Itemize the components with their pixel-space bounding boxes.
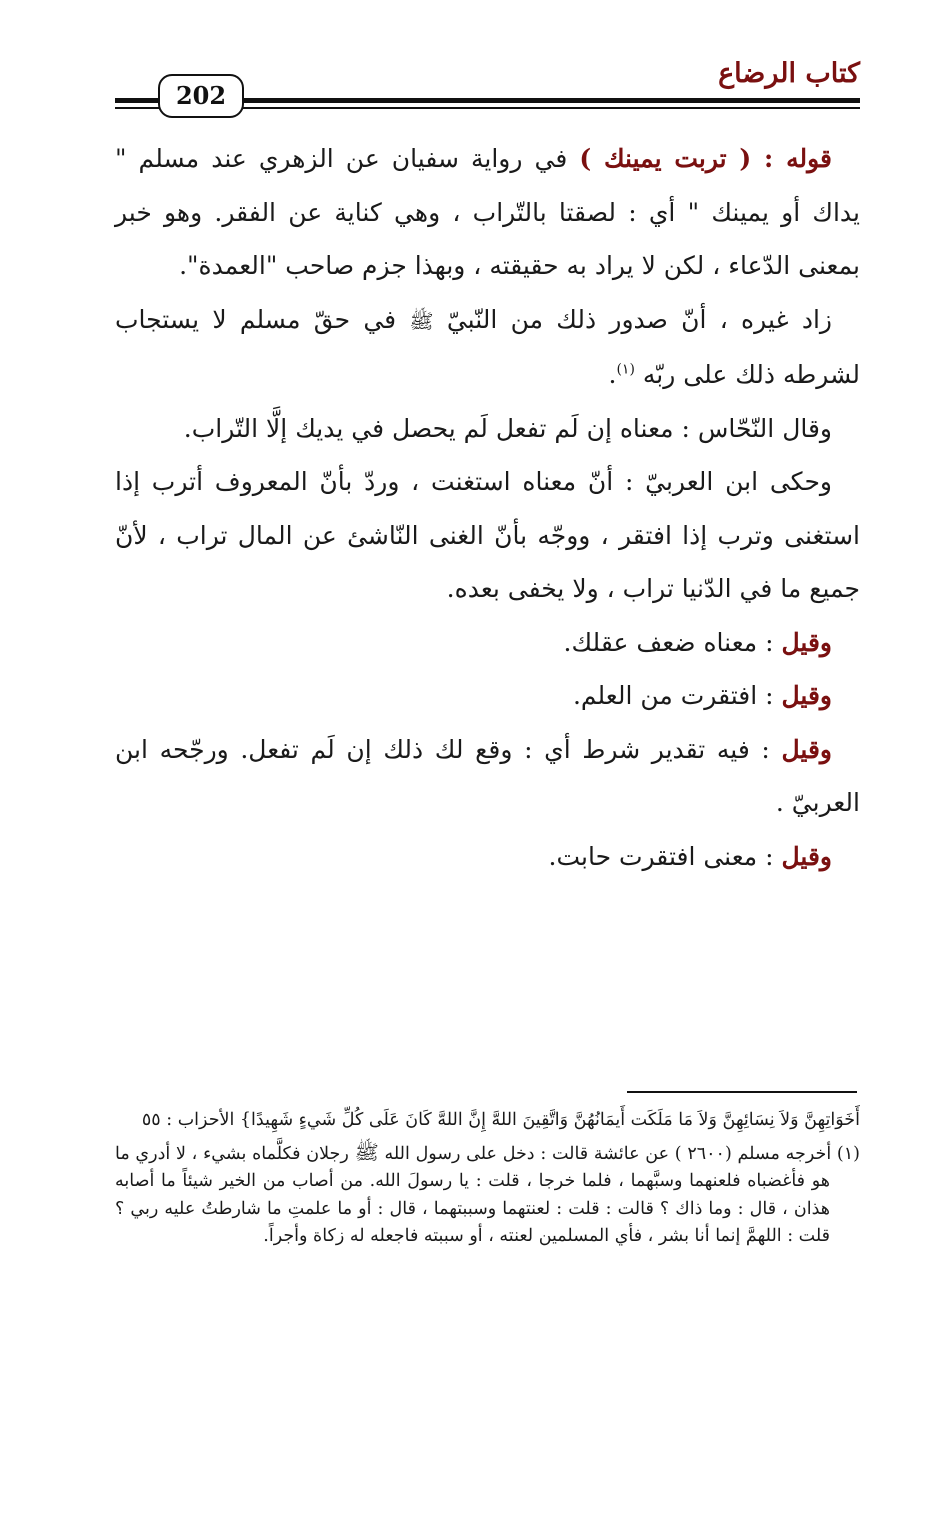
paragraph-text: في حقّ مسلم لا يستجاب لشرطه ذلك على ربّه	[115, 304, 860, 389]
page-header	[115, 50, 860, 116]
book-title: كتاب الرضاع	[718, 58, 860, 89]
footnote-item	[115, 1139, 860, 1251]
paragraph-text: : افتقرت من العلم.	[572, 681, 782, 710]
paragraph-text: زاد غيره ، أنّ صدور ذلك من النّبيّ	[433, 304, 832, 334]
paragraph	[115, 132, 860, 293]
salla-symbol: ﷺ	[354, 1139, 379, 1164]
main-text	[115, 132, 860, 883]
qila-label: وقيل	[781, 681, 832, 710]
paragraph: وحكى ابن العربيّ : أنّ معناه استغنت ، وردّ بأنّ المعروف أترب إذا استغنى وترب إذا افتقر ، ووجّه بأنّ الغنى النّاشئ عن المال تراب ، لأنّ جميع ما في الدّنيا تراب ، ولا يخفى بعده.	[115, 467, 860, 603]
paragraph-text: : معنى افتقرت حابت.	[548, 841, 782, 871]
page-number: 202	[158, 74, 244, 118]
footnote-text: رجلان فكلَّماه بشيء ، لا أدري ما هو فأغضباه فلعنهما وسبَّهما ، فلما خرجا ، قلت : يا رسولَ الله. من أصاب من الخير شيئاً ما أصابه هذان ، قال : وما ذاك ؟ قالت : قلت : لعنتهما وسببتهما ، قال : أو ما علمتِ ما شارطتُ عليه ربي ؟ قلت : اللهمَّ إنما أنا بشر ، فأي المسلمين لعنته ، أو سببته فاجعله له زكاة وأجراً.	[115, 1143, 830, 1246]
qila-paragraph	[115, 616, 860, 670]
qila-label: وقيل	[781, 734, 832, 764]
footnote-reference[interactable]: (١)	[616, 361, 635, 378]
footnote-number: (١)	[836, 1143, 860, 1164]
paragraph-end: .	[608, 360, 617, 389]
qila-label: وقيل	[781, 627, 832, 657]
footnotes	[115, 1107, 860, 1251]
qila-paragraph	[115, 723, 860, 830]
paragraph-text: في رواية سفيان عن الزهري عند مسلم " يداك أو يمينك " أي : لصقتا بالتّراب ، وهي كناية عن الفقر. وهو خبر بمعنى الدّعاء ، لكن لا يراد به حقيقته ، وبهذا جزم صاحب "العمدة".	[115, 144, 860, 280]
footnote-separator	[627, 1091, 857, 1093]
footnote-continuation: أَخَوَاتِهِنَّ وَلاَ نِسَائِهِنَّ وَلاَ مَا مَلَكَت أَيمَانُهُنَّ وَاتَّقِينَ اللهَّ إِنَّ اللهَّ كَانَ عَلَى كُلِّ شَيءٍ شَهِيدًا} الأحزاب : ٥٥	[141, 1110, 860, 1130]
paragraph-text: : فيه تقدير شرط أي : وقع لك ذلك إن لَم تفعل. ورجّحه ابن العربيّ .	[115, 734, 860, 817]
qila-paragraph	[115, 669, 860, 723]
salla-symbol: ﷺ	[409, 308, 434, 333]
paragraph-text: : معناه ضعف عقلك.	[563, 627, 782, 657]
footnote-text: أخرجه مسلم (٢٦٠٠ ) عن عائشة قالت : دخل على رسول الله	[378, 1143, 837, 1164]
paragraph	[115, 293, 860, 402]
quote-label: قوله : ( تربت يمينك )	[579, 144, 832, 173]
qila-label: وقيل	[781, 841, 832, 871]
paragraph: وقال النّحّاس : معناه إن لَم تفعل لَم يحصل في يديك إلَّا التّراب.	[183, 413, 832, 443]
qila-paragraph	[115, 830, 860, 884]
